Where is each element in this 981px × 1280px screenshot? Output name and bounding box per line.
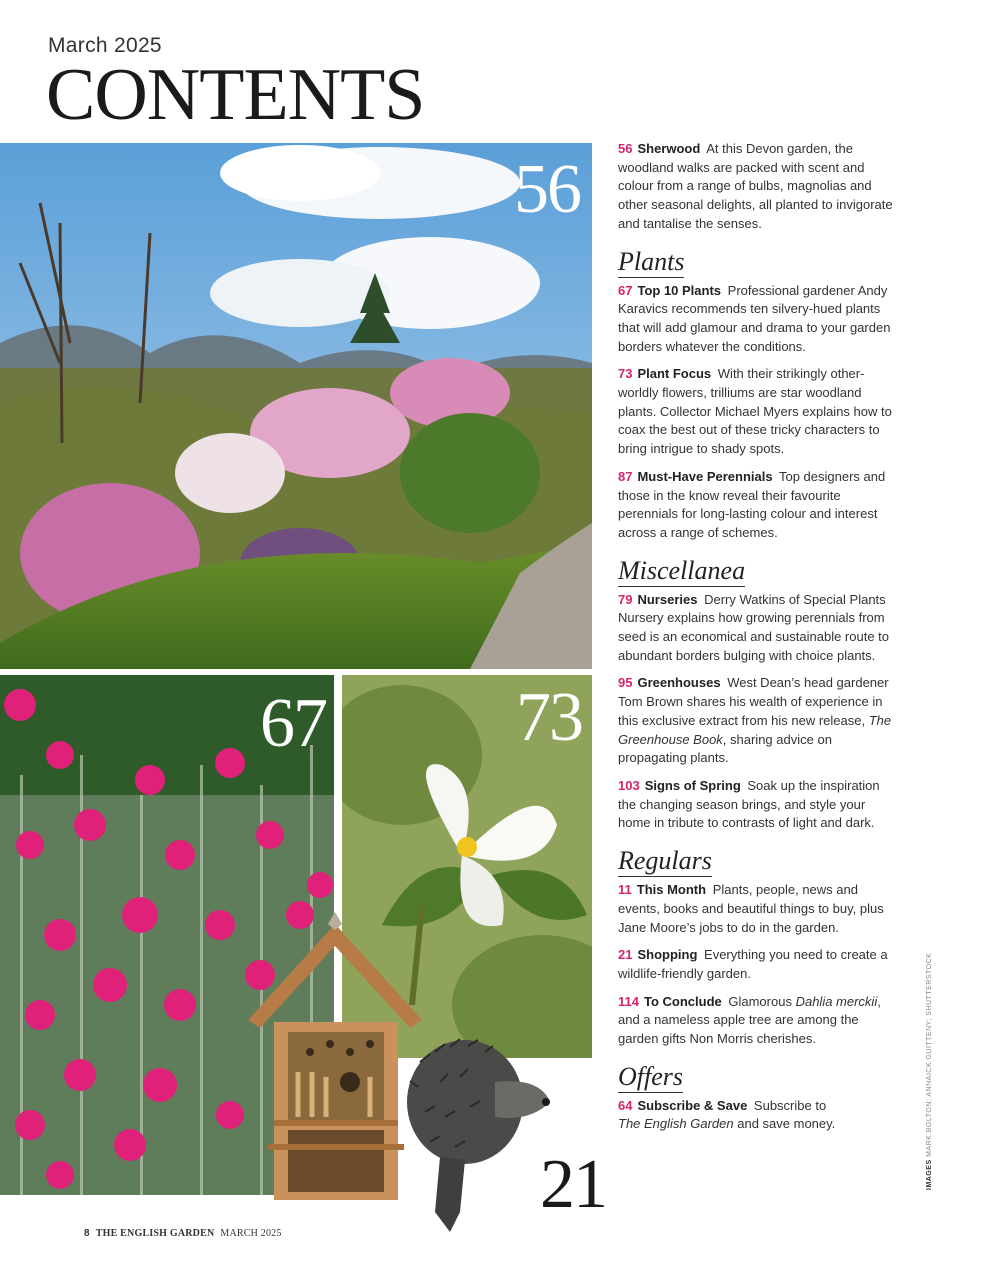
entry-nurseries[interactable]: [618, 591, 900, 666]
contents-column: [618, 140, 900, 1143]
entry-text: Everything you need to create a wildlife-friendly garden.: [618, 947, 888, 981]
entry-heading: Must-Have Perennials: [637, 468, 773, 484]
entry-heading: Nurseries: [637, 591, 698, 607]
entry-heading: Subscribe & Save: [637, 1097, 748, 1113]
section-miscellanea-title: Miscellanea: [618, 555, 746, 585]
entry-signs-of-spring[interactable]: [618, 777, 900, 833]
entry-page: 103: [618, 777, 640, 793]
entry-heading: To Conclude: [643, 993, 722, 1009]
entry-text: Top designers and those in the know reveal their favourite perennials for long-lasting colour and interest across a range of schemes.: [618, 468, 886, 540]
entry-text-end: , and a nameless apple tree are among the garden gifts Non Morris cherishes.: [618, 993, 881, 1047]
entry-page: 64: [618, 1097, 633, 1113]
entry-heading: This Month: [636, 882, 707, 898]
entry-heading: Plant Focus: [637, 366, 712, 382]
entry-text: Professional gardener Andy Karavics recommends ten silvery-hued plants that will add glamour and drama to your garden borders whatever the conditions.: [618, 282, 891, 354]
entry-text-end: and save money.: [737, 1116, 836, 1132]
entry-text: At this Devon garden, the woodland walks are packed with scent and colour from a range of bulbs, magnolias and other seasonal delights, all planted to invigorate and tantalise the senses.: [618, 141, 893, 231]
entry-text-end: , sharing advice on propagating plants.: [618, 731, 832, 766]
entry-text: Subscribe to: [753, 1097, 827, 1113]
entry-page: 56: [618, 141, 633, 156]
credit-text: MARK BOLTON; ANNAICK GUITTENY; SHUTTERSTOCK: [926, 952, 933, 1157]
entry-this-month[interactable]: [618, 881, 900, 937]
entry-heading: Top 10 Plants: [637, 282, 722, 298]
folio: 8: [84, 1228, 90, 1239]
section-plants-title: Plants: [618, 246, 685, 276]
entry-page: 87: [618, 468, 633, 484]
page-number-67: 67: [260, 685, 326, 762]
entry-page: 79: [618, 591, 633, 607]
page-number-21: 21: [540, 1146, 606, 1223]
entry-heading: Shopping: [637, 947, 698, 963]
entry-to-conclude[interactable]: [618, 993, 900, 1049]
page-number-73: 73: [516, 679, 582, 756]
entry-greenhouses[interactable]: [618, 674, 900, 768]
page-footer: [84, 1228, 282, 1239]
entry-page: 73: [618, 366, 633, 382]
entry-text: Plants, people, news and events, books and beautiful things to buy, plus Jane Moore’s jobs to do in the garden.: [618, 882, 884, 935]
entry-text: Soak up the inspiration the changing season brings, and style your home in tribute to contrasts of light and dark.: [618, 777, 880, 831]
entry-page: 21: [618, 947, 633, 963]
entry-text: West Dean’s head gardener Tom Brown shares his wealth of experience in this exclusive extract from his new release,: [618, 675, 889, 728]
entry-text: Derry Watkins of Special Plants Nursery explains how growing perennials from seed is an economical and sustainable route to abundant borders bulging with choice plants.: [618, 591, 890, 663]
entry-page: 11: [618, 882, 632, 898]
issue-date: March 2025: [48, 34, 162, 57]
magazine-title: The English Garden: [618, 1116, 734, 1132]
magazine-name: THE ENGLISH GARDEN: [95, 1228, 215, 1239]
entry-plant-focus[interactable]: [618, 365, 900, 459]
page-title: CONTENTS: [46, 54, 425, 136]
entry-heading: Greenhouses: [637, 675, 721, 691]
image-credit: [926, 953, 933, 1190]
entry-subscribe-save[interactable]: [618, 1097, 900, 1134]
entry-sherwood[interactable]: [618, 140, 900, 234]
entry-text: With their strikingly other-worldly flowers, trilliums are star woodland plants. Collector Michael Myers explains how to coax the best out of these tricky characters to bring intrigue to shady spots.: [618, 366, 892, 457]
credit-label: IMAGES: [926, 1159, 933, 1190]
garden-photo[interactable]: [0, 143, 592, 669]
entry-shopping[interactable]: [618, 946, 900, 983]
entry-text: Glamorous: [728, 993, 792, 1009]
entry-top-10-plants[interactable]: [618, 282, 900, 357]
entry-heading: Signs of Spring: [644, 777, 741, 793]
entry-page: 95: [618, 675, 633, 691]
footer-issue: MARCH 2025: [220, 1228, 282, 1239]
bug-hotel-photo[interactable]: [240, 912, 570, 1242]
entry-page: 114: [618, 993, 639, 1009]
entry-heading: Sherwood: [637, 141, 701, 156]
entry-must-have-perennials[interactable]: [618, 468, 900, 543]
section-regulars-title: Regulars: [618, 846, 712, 876]
page-number-56: 56: [514, 151, 580, 228]
plant-name: Dahlia merckii: [795, 993, 878, 1009]
entry-page: 67: [618, 282, 633, 298]
section-offers-title: Offers: [618, 1061, 683, 1091]
book-title: The Greenhouse Book: [618, 712, 892, 747]
